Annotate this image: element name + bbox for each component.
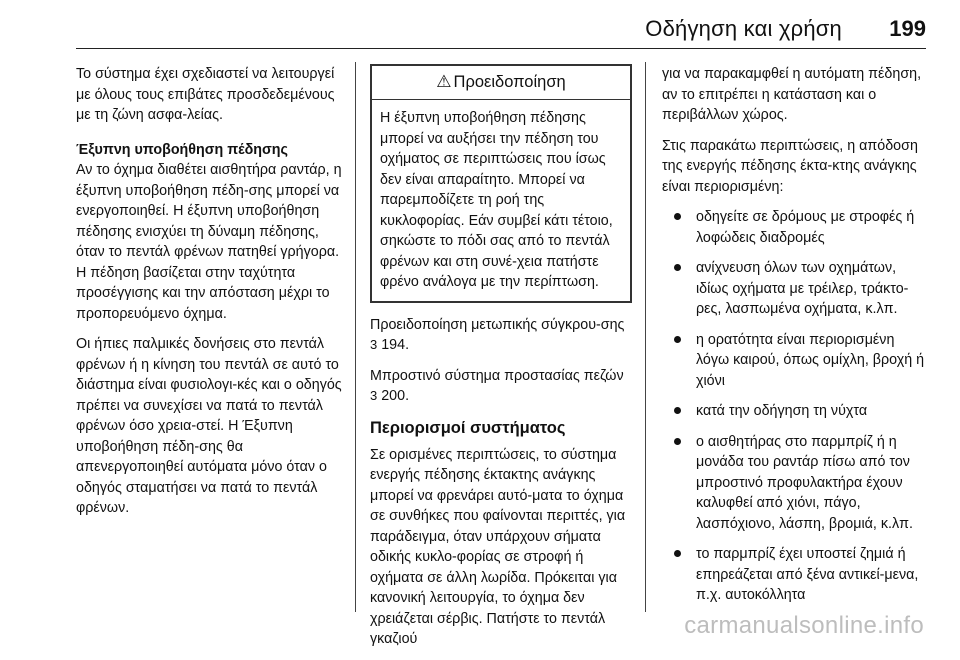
reference-arrow-icon: 3 — [370, 388, 378, 403]
bullet-icon — [674, 438, 681, 445]
column-divider-2 — [645, 62, 646, 612]
list-item: το παρμπρίζ έχει υποστεί ζημιά ή επηρεάζεται από ξένα αντικεί-μενα, π.χ. αυτοκόλλητα — [662, 544, 930, 606]
limitations-list — [662, 207, 930, 606]
header-divider — [76, 48, 926, 49]
column-divider-1 — [355, 62, 356, 612]
column-3 — [662, 64, 930, 616]
page-number: 199 — [889, 16, 926, 41]
reference-text: Προειδοποίηση μετωπικής σύγκρου-σης — [370, 316, 625, 333]
list-item: κατά την οδήγηση τη νύχτα — [662, 401, 930, 422]
cross-reference — [370, 366, 632, 407]
reference-text: Μπροστινό σύστημα προστασίας πεζών — [370, 367, 624, 384]
reference-page: 200. — [381, 388, 410, 404]
section-heading-intelligent-brake-assist: Έξυπνη υποβοήθηση πέδησης — [76, 141, 288, 158]
bullet-icon — [674, 550, 681, 557]
list-item: ο αισθητήρας στο παρμπρίζ ή η μονάδα του ραντάρ πίσω από τον μπροστινό προφυλακτήρα έχουν καλυφθεί από χιόνι, πάγο, λασπόχιονο, λάσπη, βρομιά, κ.λπ. — [662, 432, 930, 535]
intro-paragraph: Το σύστημα έχει σχεδιαστεί να λειτουργεί με όλους τους επιβάτες προσδεδεμένους με τη ζώνη ασφα-λείας. — [76, 66, 335, 123]
warning-header — [372, 66, 630, 100]
list-item: ανίχνευση όλων των οχημάτων, ιδίως οχήματα με τρέιλερ, τράκτο-ρες, λασπωμένα οχήματα, κ.λπ. — [662, 258, 930, 320]
paragraph: Αν το όχημα διαθέτει αισθητήρα ραντάρ, η έξυπνη υποβοήθηση πέδη-σης μπορεί να ενεργοποιηθεί. Η έξυπνη υποβοήθηση πέδησης ενισχύει τη δύναμη πέδησης, όταν το πεντάλ φρένων πατηθεί γρήγορα. Η πέδηση βασίζεται στην ταχύτητα προσέγγισης και την απόσταση μέχρι το προπορευόμενο όχημα. — [76, 162, 342, 322]
section-heading-system-limitations: Περιορισμοί συστήματος — [370, 418, 566, 437]
bullet-icon — [674, 213, 681, 220]
paragraph: Στις παρακάτω περιπτώσεις, η απόδοση της ενεργής πέδησης έκτα-κτης ανάγκης είναι περιορισμένη: — [662, 137, 918, 195]
bullet-icon — [674, 264, 681, 271]
cross-reference — [370, 315, 632, 356]
reference-page: 194. — [381, 337, 410, 353]
warning-box — [370, 64, 632, 303]
list-item: η ορατότητα είναι περιορισμένη λόγω καιρού, όπως ομίχλη, βροχή ή χιόνι — [662, 330, 930, 392]
column-1 — [76, 64, 348, 529]
column-2 — [370, 64, 632, 660]
bullet-icon — [674, 407, 681, 414]
list-item: οδηγείτε σε δρόμους με στροφές ή λοφώδεις διαδρομές — [662, 207, 930, 248]
bullet-icon — [674, 336, 681, 343]
paragraph: για να παρακαμφθεί η αυτόματη πέδηση, αν το επιτρέπει η κατάσταση και ο περιβάλλων χώρος. — [662, 66, 922, 123]
paragraph: Οι ήπιες παλμικές δονήσεις στο πεντάλ φρένων ή η κίνηση του πεντάλ σε αυτό το διάστημα είναι φυσιολογι-κές και ο οδηγός πρέπει να συνεχίσει να πατά το πεντάλ φρένων όσο χρεια-στεί. Η Έξυπνη υποβοήθηση πέδη-σης θα απενεργοποιηθεί αυτόματα μόνο όταν ο οδηγός σταματήσει να πατά το πεντάλ φρένων. — [76, 336, 342, 516]
warning-triangle-icon: ⚠ — [436, 72, 452, 91]
reference-arrow-icon: 3 — [370, 337, 378, 352]
page-title: Οδήγηση και χρήση — [645, 16, 842, 41]
warning-body — [372, 100, 630, 301]
warning-title: Προειδοποίηση — [453, 73, 566, 91]
warning-text: Η έξυπνη υποβοήθηση πέδησης μπορεί να αυξήσει την πέδηση του οχήματος σε περιπτώσεις που ίσως δεν είναι απαραίτητο. Μπορεί να παρεμποδίζετε τη ροή της κυκλοφορίας. Εάν συμβεί κάτι τέτοιο, σηκώστε το πόδι σας από το πεντάλ φρένων και στη συνέ-χεια πατήστε φρένο ανάλογα με την περίπτωση. — [380, 110, 613, 290]
page-header — [0, 0, 960, 52]
paragraph: Σε ορισμένες περιπτώσεις, το σύστημα ενεργής πέδησης έκτακτης ανάγκης μπορεί να φρενάρει αυτό-ματα το όχημα σε συνθήκες που φαίνονται περιττές, για παράδειγμα, όταν υπάρχουν σήματα οδικής κυκλο-φορίας σε στροφή ή οχήματα σε άλλη λωρίδα. Πρόκειται για κανονική λειτουργία, το όχημα δεν χρειάζεται σέρβις. Πατήστε το πεντάλ γκαζιού — [370, 446, 626, 647]
watermark: carmanualsonline.info — [684, 612, 924, 639]
